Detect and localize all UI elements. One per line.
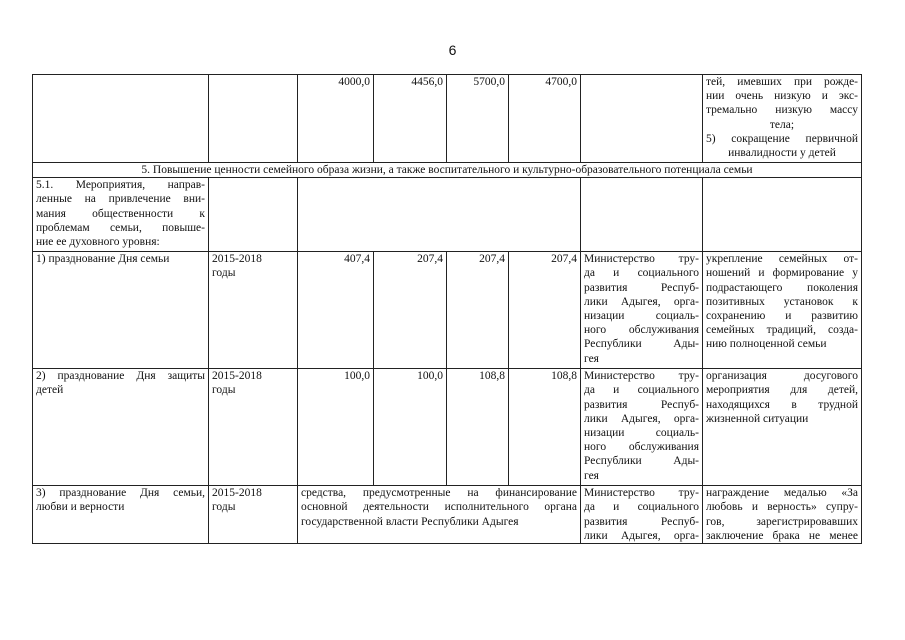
cell-line: Республики Ады- bbox=[584, 455, 699, 468]
cell-line: тела; bbox=[769, 118, 795, 131]
cell-line: гея bbox=[584, 352, 599, 365]
value-cell: 108,8 bbox=[447, 369, 509, 486]
result-cell bbox=[703, 486, 862, 544]
cell-line: позитивных установок к bbox=[706, 295, 858, 308]
table-row bbox=[33, 252, 862, 369]
section-title: 5. Повышение ценности семейного образа жизни, а также воспитательного и культурно-образовательного потенциала семьи bbox=[33, 163, 862, 178]
cell-line: лики Адыгея, орга- bbox=[584, 529, 699, 542]
cell-line: развития Респуб- bbox=[584, 281, 699, 294]
cell-line: годы bbox=[212, 267, 236, 280]
period-cell bbox=[209, 252, 298, 369]
program-table bbox=[32, 74, 862, 544]
result-cell bbox=[703, 369, 862, 486]
cell-line: инвалидности у детей bbox=[728, 147, 836, 160]
cell-line: организация досугового bbox=[706, 370, 858, 383]
period-cell bbox=[209, 75, 298, 163]
executor-cell bbox=[581, 75, 703, 163]
cell-line: да и социального bbox=[584, 267, 699, 280]
cell-line: 2015-2018 bbox=[212, 253, 262, 266]
subsection-row bbox=[33, 178, 862, 252]
result-cell bbox=[703, 75, 862, 163]
cell-line: тей, имевших при рожде- bbox=[706, 76, 858, 88]
cell-line: да и социального bbox=[584, 501, 699, 514]
value-cell: 5700,0 bbox=[447, 75, 509, 163]
cell-line: 2015-2018 bbox=[212, 370, 262, 383]
value-cell: 4456,0 bbox=[374, 75, 447, 163]
cell-line: нии очень низкую и экс- bbox=[706, 90, 858, 103]
period-cell bbox=[209, 369, 298, 486]
executor-cell bbox=[581, 486, 703, 544]
cell-line: годы bbox=[212, 501, 236, 514]
section-row bbox=[33, 163, 862, 178]
cell-line: лики Адыгея, орга- bbox=[584, 412, 699, 425]
table-row bbox=[33, 486, 862, 544]
value-cell: 100,0 bbox=[374, 369, 447, 486]
cell-line: низации социаль- bbox=[584, 310, 699, 323]
cell-line: основной деятельности исполнительного органа bbox=[301, 501, 577, 514]
cell-line: заключение брака не менее bbox=[706, 529, 858, 542]
cell-line: жизненной ситуации bbox=[706, 412, 809, 425]
value-cell: 207,4 bbox=[509, 252, 581, 369]
table-row bbox=[33, 369, 862, 486]
cell-line: Республики Ады- bbox=[584, 338, 699, 351]
cell-line: сохранению и развитию bbox=[706, 310, 858, 323]
period-cell bbox=[209, 178, 298, 252]
cell-line: низации социаль- bbox=[584, 427, 699, 440]
page-number: 6 bbox=[448, 42, 457, 58]
cell-line: 5) сокращение первичной bbox=[706, 132, 858, 145]
subsection-title bbox=[33, 178, 209, 252]
name-cell bbox=[33, 252, 209, 369]
result-cell bbox=[703, 252, 862, 369]
cell-line: Министерство тру- bbox=[584, 487, 699, 500]
cell-line: укрепление семейных от- bbox=[706, 253, 858, 266]
name-cell bbox=[33, 369, 209, 486]
value-cell: 4700,0 bbox=[509, 75, 581, 163]
cell-line: мероприятия для детей, bbox=[706, 384, 858, 397]
cell-line: развития Респуб- bbox=[584, 398, 699, 411]
cell-line: 5.1. Мероприятия, направ- bbox=[36, 179, 205, 192]
result-cell bbox=[703, 178, 862, 252]
cell-line: ние ее духовного уровня: bbox=[36, 236, 160, 249]
value-cell: 100,0 bbox=[298, 369, 374, 486]
cell-line: ного обслуживания bbox=[584, 441, 699, 454]
value-cell: 4000,0 bbox=[298, 75, 374, 163]
cell-line: мания общественности к bbox=[36, 207, 205, 220]
value-cell: 207,4 bbox=[447, 252, 509, 369]
cell-line: гов, зарегистрировавших bbox=[706, 515, 858, 528]
cell-line: 2) празднование Дня защиты bbox=[36, 370, 205, 383]
cell-line: тремально низкую массу bbox=[706, 104, 858, 117]
funding-cell bbox=[298, 486, 581, 544]
cell-line: Министерство тру- bbox=[584, 253, 699, 266]
cell-line: да и социального bbox=[584, 384, 699, 397]
cell-line: нию полноценной семьи bbox=[706, 338, 827, 351]
cell-line: семейных традиций, созда- bbox=[706, 324, 858, 337]
cell-line: гея bbox=[584, 469, 599, 482]
cell-line: 2015-2018 bbox=[212, 487, 262, 500]
cell-line: находящихся в трудной bbox=[706, 398, 858, 411]
name-cell bbox=[33, 486, 209, 544]
table-row bbox=[33, 75, 862, 163]
cell-line: любовь и верность» супру- bbox=[706, 501, 858, 514]
value-cell: 108,8 bbox=[509, 369, 581, 486]
cell-line: 1) празднование Дня семьи bbox=[36, 253, 170, 266]
cell-line: награждение медалью «За bbox=[706, 487, 858, 500]
cell-line: любви и верности bbox=[36, 501, 125, 514]
cell-line: подрастающего поколения bbox=[706, 281, 858, 294]
cell-line: государственной власти Республики Адыгея bbox=[301, 515, 519, 528]
name-cell bbox=[33, 75, 209, 163]
period-cell bbox=[209, 486, 298, 544]
cell-line: 3) празднование Дня семьи, bbox=[36, 487, 205, 500]
executor-cell bbox=[581, 252, 703, 369]
cell-line: проблемам семьи, повыше- bbox=[36, 221, 205, 234]
cell-line: ного обслуживания bbox=[584, 324, 699, 337]
cell-line: развития Респуб- bbox=[584, 515, 699, 528]
cell-line: средства, предусмотренные на финансирование bbox=[301, 487, 577, 500]
value-cell: 207,4 bbox=[374, 252, 447, 369]
cell-line: Министерство тру- bbox=[584, 370, 699, 383]
value-cell: 407,4 bbox=[298, 252, 374, 369]
executor-cell bbox=[581, 369, 703, 486]
cell-line: ношений и формирование у bbox=[706, 267, 858, 280]
cell-line: годы bbox=[212, 384, 236, 397]
cell-line: детей bbox=[36, 384, 64, 397]
cell-line: лики Адыгея, орга- bbox=[584, 295, 699, 308]
funding-cell bbox=[298, 178, 581, 252]
cell-line: ленные на привлечение вни- bbox=[36, 193, 205, 206]
executor-cell bbox=[581, 178, 703, 252]
